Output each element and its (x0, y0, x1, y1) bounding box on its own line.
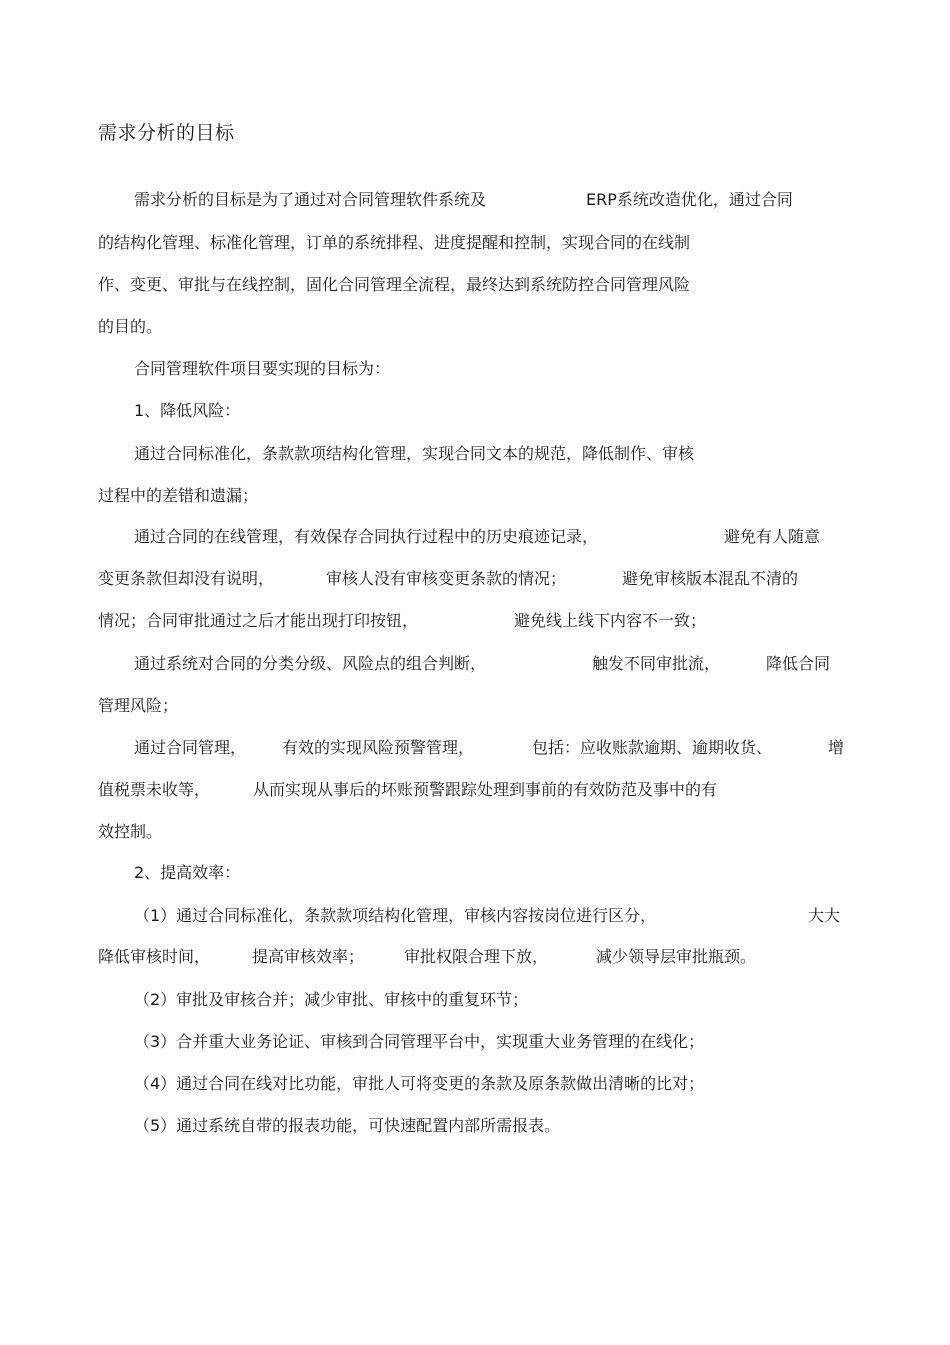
s1-p4-line-2b: 从而实现从事后的坏账预警跟踪处理到事前的有效防范及事中的有 (253, 780, 718, 799)
intro-line-2: 的结构化管理、标准化管理，订单的系统排程、进度提醒和控制，实现合同的在线制 (98, 233, 691, 252)
s1-p4-line-3: 效控制。 (98, 822, 163, 841)
s1-p4-line-1a: 通过合同管理， (134, 738, 247, 757)
s1-p3-line-1b: 触发不同审批流， (592, 654, 721, 673)
s1-p4-line-1d: 增 (828, 738, 845, 757)
section-2-heading: 2、提高效率： (134, 863, 241, 882)
s2-item-3: （3）合并重大业务论证、审核到合同管理平台中，实现重大业务管理的在线化； (134, 1032, 705, 1051)
s1-p2-line-2b: 审核人没有审核变更条款的情况； (326, 569, 567, 588)
s1-p2-line-3b: 避免线上线下内容不一致； (514, 611, 707, 630)
s1-p3-line-2: 管理风险； (98, 696, 179, 715)
s2-item-1-line-2a: 降低审核时间， (98, 947, 211, 966)
s2-item-1-line-1b: 大大 (808, 906, 841, 925)
s2-item-1-line-1a: （1）通过合同标准化，条款款项结构化管理，审核内容按岗位进行区分， (134, 906, 657, 925)
s1-p2-line-1a: 通过合同的在线管理，有效保存合同执行过程中的历史痕迹记录， (134, 527, 599, 546)
s2-item-1-line-2c: 审批权限合理下放， (404, 947, 549, 966)
s1-p2-line-2a: 变更条款但却没有说明， (98, 569, 275, 588)
s1-p3-line-1c: 降低合同 (766, 654, 831, 673)
page-title: 需求分析的目标 (98, 122, 235, 144)
intro-line-1b: ERP系统改造优化，通过合同 (586, 190, 793, 209)
s1-p2-line-3a: 情况；合同审批通过之后才能出现打印按钮， (98, 611, 419, 630)
s1-p3-line-1a: 通过系统对合同的分类分级、风险点的组合判断， (134, 654, 487, 673)
intro-line-1a: 需求分析的目标是为了通过对合同管理软件系统及 (134, 190, 487, 209)
s2-item-1-line-2b: 提高审核效率； (252, 947, 365, 966)
intro-line-4: 的目的。 (98, 317, 163, 336)
goals-intro: 合同管理软件项目要实现的目标为： (134, 359, 391, 378)
s1-p1-line-1: 通过合同标准化，条款款项结构化管理，实现合同文本的规范，降低制作、审核 (134, 444, 695, 463)
s1-p2-line-1b: 避免有人随意 (724, 527, 821, 546)
s1-p2-line-2c: 避免审核版本混乱不清的 (622, 569, 799, 588)
s2-item-4: （4）通过合同在线对比功能，审批人可将变更的条款及原条款做出清晰的比对； (134, 1074, 705, 1093)
s2-item-2: （2）审批及审核合并；减少审批、审核中的重复环节； (134, 990, 529, 1009)
s1-p4-line-2a: 值税票未收等， (98, 780, 211, 799)
intro-line-3: 作、变更、审批与在线控制，固化合同管理全流程，最终达到系统防控合同管理风险 (98, 275, 691, 294)
s2-item-1-line-2d: 减少领导层审批瓶颈。 (596, 947, 757, 966)
s1-p1-line-2: 过程中的差错和遗漏； (98, 486, 259, 505)
s1-p4-line-1c: 包括：应收账款逾期、逾期收货、 (532, 738, 773, 757)
s1-p4-line-1b: 有效的实现风险预警管理， (282, 738, 475, 757)
section-1-heading: 1、降低风险： (134, 401, 241, 420)
s2-item-5: （5）通过系统自带的报表功能，可快速配置内部所需报表。 (134, 1116, 561, 1135)
